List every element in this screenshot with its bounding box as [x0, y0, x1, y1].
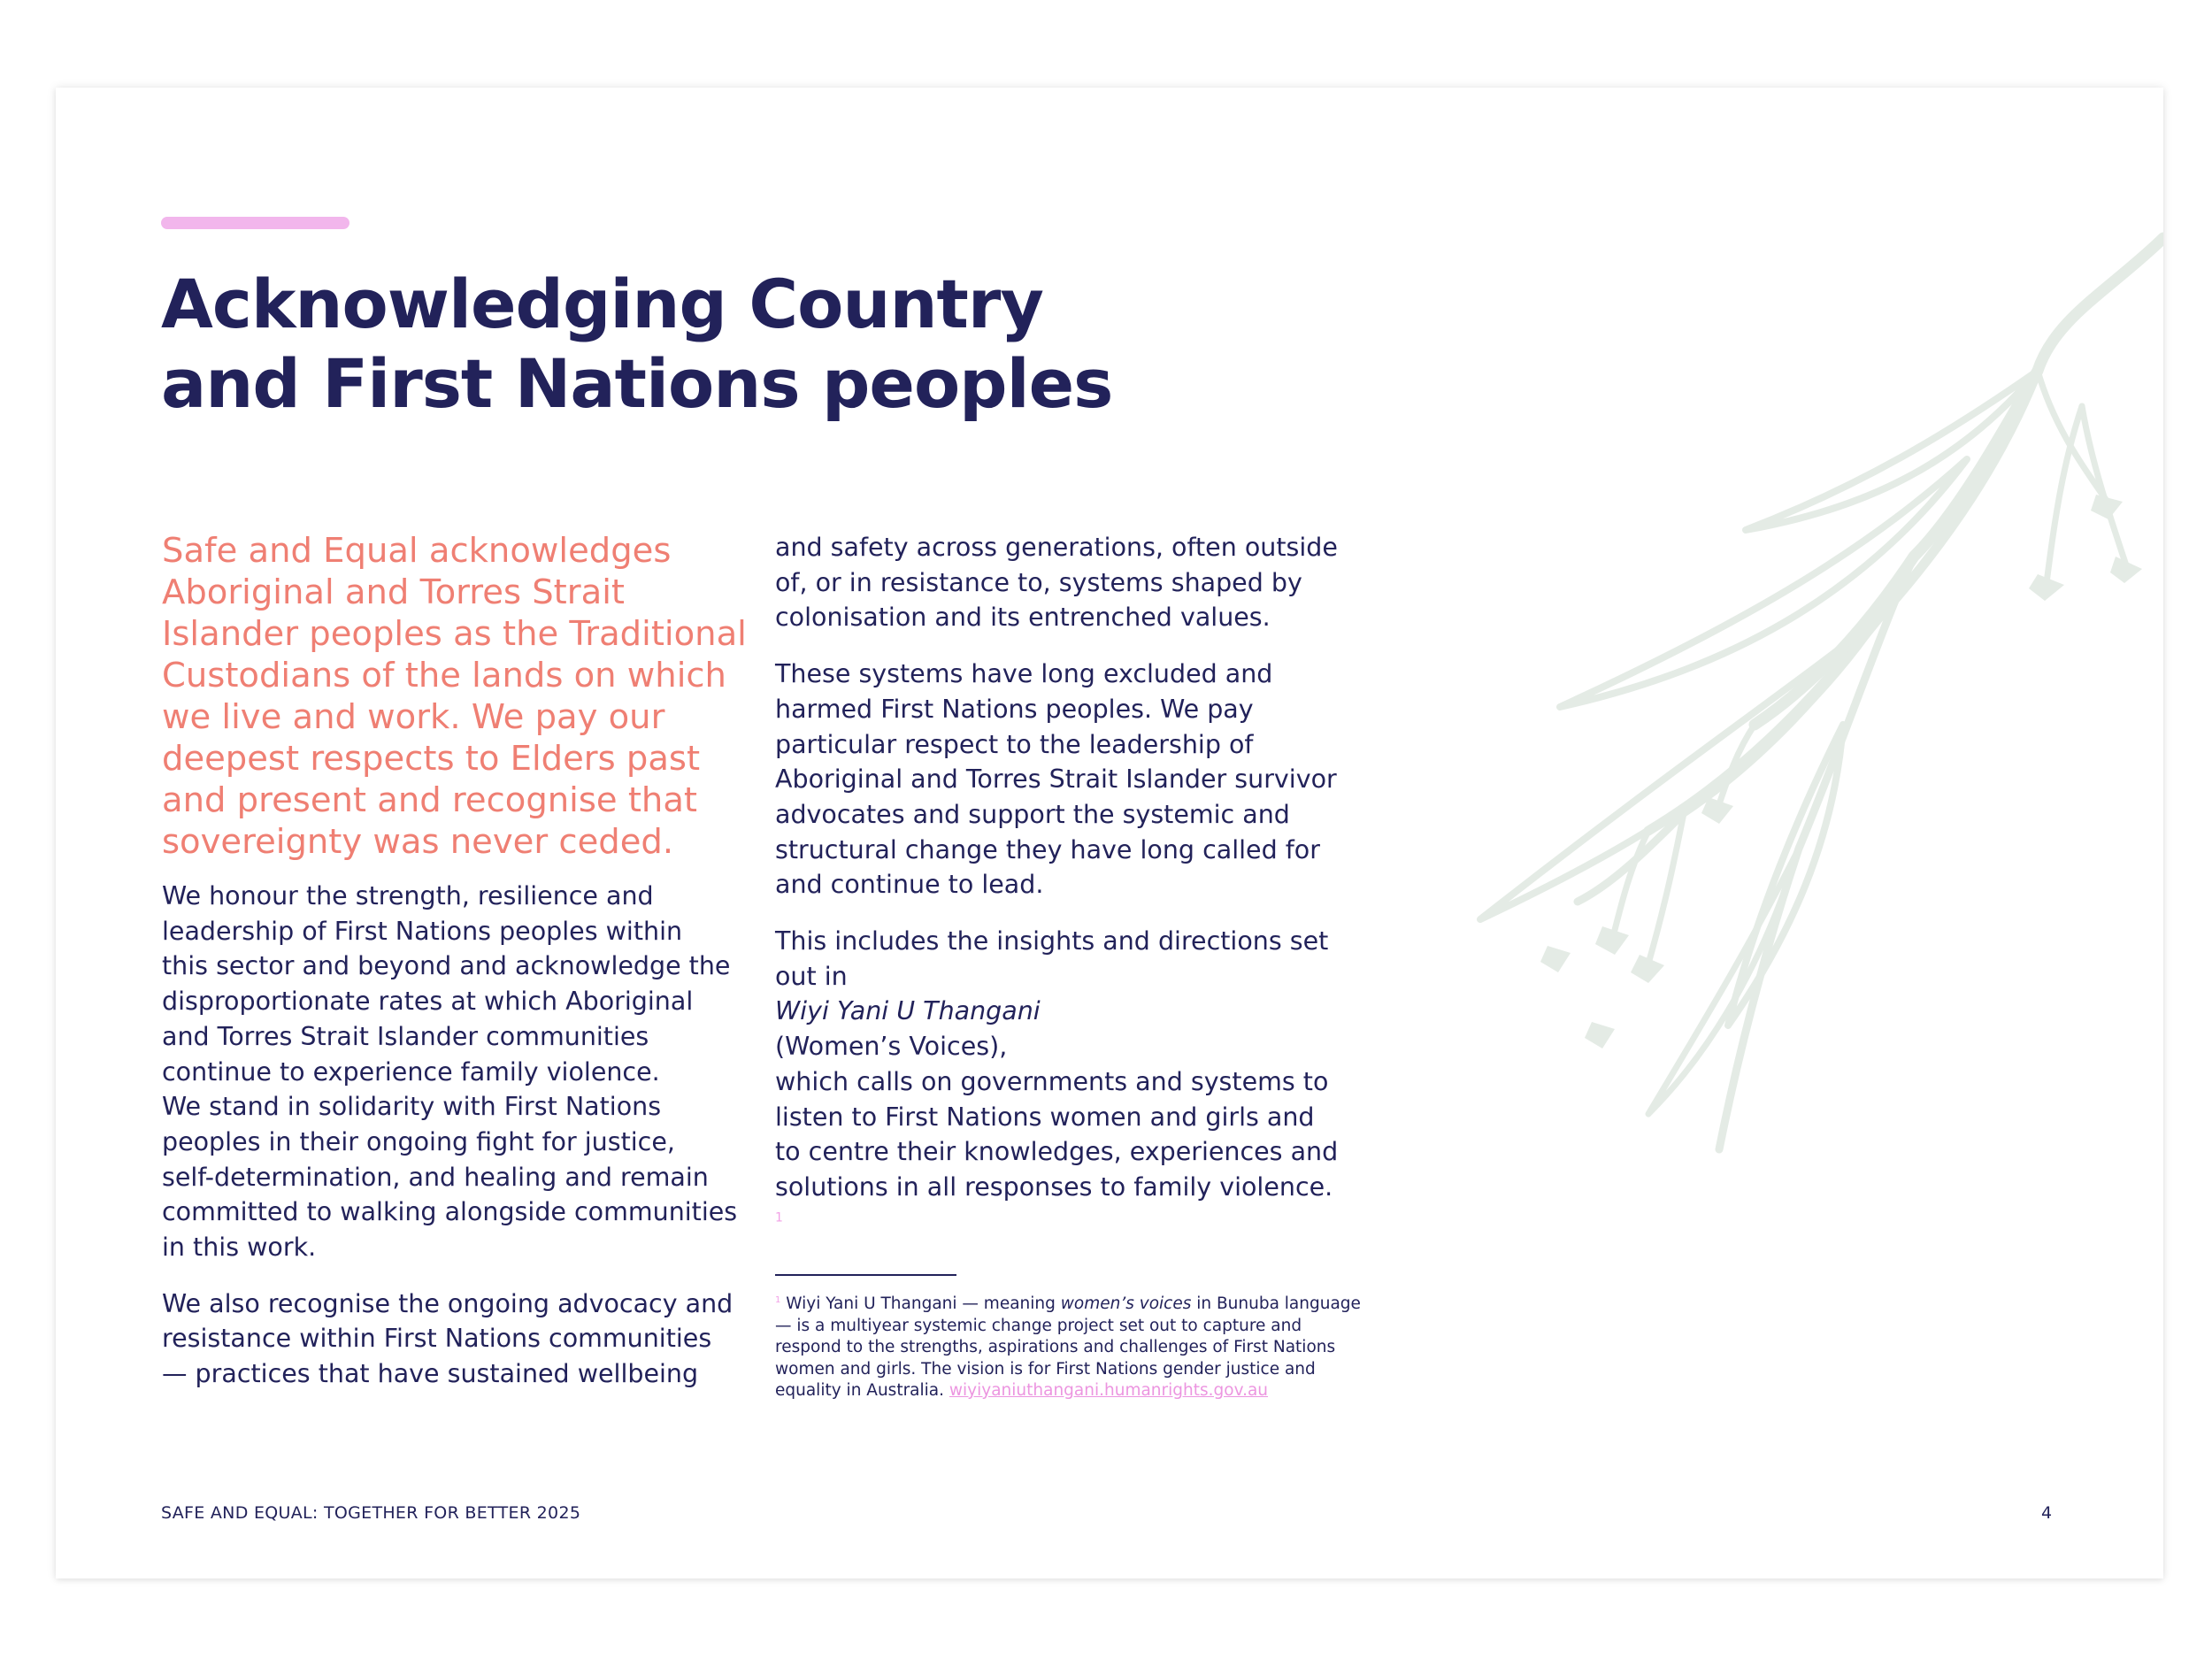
footer-title: SAFE AND EQUAL: TOGETHER FOR BETTER 2025	[161, 1503, 581, 1523]
lead-acknowledgement	[162, 530, 746, 863]
lead-line: we live and work. We pay our	[162, 697, 665, 737]
body-line: and continue to lead.	[775, 870, 1044, 900]
footnote-line: respond to the strengths, aspirations and challenges of First Nations	[775, 1338, 1336, 1356]
body-line: this sector and beyond and acknowledge the	[162, 951, 731, 981]
document-page	[56, 88, 2163, 1578]
body-paragraph	[162, 1286, 746, 1392]
footnote-link[interactable]: wiyiyaniuthangani.humanrights.gov.au	[949, 1381, 1269, 1400]
title-line: and First Nations peoples	[161, 344, 1113, 423]
eucalyptus-branch-illustration	[1383, 141, 2163, 1202]
body-paragraph	[162, 879, 746, 1265]
body-line: committed to walking alongside communities	[162, 1197, 738, 1227]
body-line: listen to First Nations women and girls and	[775, 1102, 1315, 1132]
body-text: solutions in all responses to family violence.	[775, 1171, 1333, 1202]
body-line: to centre their knowledges, experiences and	[775, 1137, 1339, 1167]
body-line: Aboriginal and Torres Strait Islander survivor	[775, 764, 1337, 795]
footnote-number: 1	[775, 1294, 781, 1305]
body-line: colonisation and its entrenched values.	[775, 603, 1271, 633]
footnote-line: — is a multiyear systemic change project set out to capture and	[775, 1316, 1302, 1335]
body-text: out in	[775, 961, 848, 991]
body-line: and safety across generations, often outside	[775, 533, 1338, 562]
right-column	[775, 530, 1359, 1261]
footnote-reference[interactable]: 1	[775, 1210, 783, 1225]
left-column	[162, 530, 746, 1413]
body-line: self-determination, and healing and remain	[162, 1162, 709, 1192]
footnote-divider	[775, 1274, 956, 1276]
body-line: harmed First Nations peoples. We pay	[775, 694, 1254, 724]
footnote-line	[775, 1294, 1377, 1316]
lead-line: Safe and Equal acknowledges	[162, 531, 672, 571]
body-line: disproportionate rates at which Aboriginal	[162, 987, 694, 1017]
lead-line: and present and recognise that	[162, 780, 698, 820]
footnote-line: women and girls. The vision is for First Nations gender justice and	[775, 1359, 1316, 1379]
footnote-line	[775, 1380, 1377, 1402]
body-line: of, or in resistance to, systems shaped by	[775, 567, 1302, 597]
body-line: We also recognise the ongoing advocacy and	[162, 1288, 733, 1318]
footnote-text: equality in Australia.	[775, 1381, 949, 1400]
body-line	[775, 959, 1359, 1064]
lead-line: Islander peoples as the Traditional	[162, 614, 747, 654]
body-line: continue to experience family violence.	[162, 1056, 660, 1087]
report-title-italic: Wiyi Yani U Thangani	[775, 996, 1041, 1026]
body-paragraph	[775, 657, 1359, 902]
body-line: We stand in solidarity with First Nations	[162, 1092, 662, 1122]
footnote-italic: women’s voices	[1060, 1294, 1192, 1313]
body-line: We honour the strength, resilience and	[162, 881, 654, 910]
lead-line: Aboriginal and Torres Strait	[162, 572, 625, 612]
body-line: peoples in their ongoing fight for justice,	[162, 1126, 675, 1156]
body-line: structural change they have long called for	[775, 834, 1320, 864]
lead-line: deepest respects to Elders past	[162, 739, 701, 779]
body-paragraph	[775, 530, 1359, 635]
lead-line: Custodians of the lands on which	[162, 656, 726, 695]
lead-line: sovereignty was never ceded.	[162, 822, 674, 862]
body-text: (Women’s Voices),	[775, 1032, 1008, 1062]
body-line: in this work.	[162, 1233, 317, 1263]
body-line: leadership of First Nations peoples within	[162, 916, 683, 946]
body-line: and Torres Strait Islander communities	[162, 1021, 649, 1051]
body-line: which calls on governments and systems to	[775, 1066, 1329, 1096]
footnote-text: Wiyi Yani U Thangani — meaning	[780, 1294, 1061, 1313]
body-line: These systems have long excluded and	[775, 659, 1273, 689]
footnote-text: in Bunuba language	[1191, 1294, 1361, 1313]
body-line: resistance within First Nations communities	[162, 1324, 712, 1354]
title-line: Acknowledging Country	[161, 265, 1043, 343]
body-line: This includes the insights and directions set	[775, 926, 1329, 956]
body-line: — practices that have sustained wellbeing	[162, 1359, 699, 1389]
page-number: 4	[2041, 1503, 2053, 1523]
body-line	[775, 1170, 1359, 1240]
body-line: particular respect to the leadership of	[775, 729, 1254, 759]
body-line: advocates and support the systemic and	[775, 799, 1290, 829]
body-paragraph-wiyi-yani	[775, 924, 1359, 1240]
pink-accent-bar	[161, 217, 349, 229]
page-title	[161, 265, 1223, 424]
footnote	[775, 1294, 1377, 1402]
